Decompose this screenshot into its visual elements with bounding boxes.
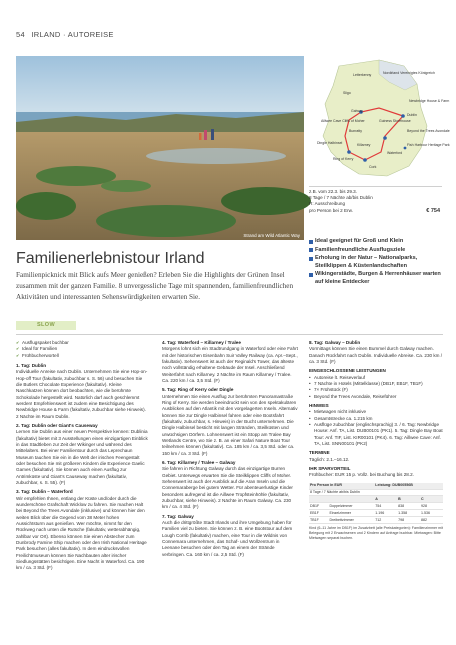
sparvorteil-text: Frühbucher: EUR 15 p. Vollz. bei Buchung bis 28.2. [309,472,414,478]
map-label: Galway [351,109,363,113]
table-note: Kind (6–11 Jahre im DB1F) im Zusatzbett (alle Preiskategorien): Familienzimmer mit Belegung mit 2 Erwachsenen und 2 Kindern auf Anfrage buchbar. Mietwagen: Bitte Mietwagen separat buchen. [309,526,443,540]
map-label: Aillwee Cave Cliffs of Moher [321,119,365,123]
price-dates: z.B. vom 22.3. bis 29.3. [309,189,358,194]
table-header-cell [328,496,374,503]
map-label: Dublin [407,113,417,117]
table-header-cell: A [374,496,397,503]
day-text: Auch die drittgrößte Stadt Irlands und ihre Umgebung haben für Familien viel zu bieten. Sie können z. B. eine Bootstour auf dem Lough Corrib (fakultativ) machen, eine Tour in die Wildnis von Connemara unternehmen, das Schaf- und Wollzentrum in Leenane besuchen oder den Tag an einem der Strände verbringen. Ca. 160 km / ca. 2,5 Std. (F) [162,519,293,557]
map-label: Cork [369,165,377,169]
hinweis-list [309,409,443,447]
map-label: Nordirland Vereinigtes Königreich [383,71,435,75]
table-header-cell: B [397,496,420,503]
table-header-cell [309,496,328,503]
map-label: Killarney [357,143,371,147]
included-item: • Beyond the Trees Avondale, Reiseführer [309,394,443,400]
table-cell: 754 [374,503,397,510]
page-header [16,30,114,39]
day-heading: 1. Tag: Dublin [16,362,47,368]
feature-item: Wikingerstädte, Burgen & Herrenhäuser warten auf kleine Entdecker [309,271,443,286]
table-cell: 1.196 [374,510,397,517]
hinweis-item: • Gesamtstrecke ca. 1.215 km [309,416,443,422]
slow-badge: SLOW [16,321,76,330]
page-title: Familienerlebnistour Irland [16,250,205,267]
day-heading: 6. Tag: Killarney / Tralee – Galway [162,459,236,465]
included-list [309,375,443,400]
map-label: Bunratty [349,129,363,133]
map-label: Guiness Storehouse [379,119,411,123]
day-heading: 5. Tag: Ring of Kerry oder Dingle [162,387,234,393]
day-heading: 2. Tag: Dublin oder Giant's Causeway [16,422,98,428]
table-cell: EB1F [309,510,328,517]
map-label: Dingle Halbinsel [317,141,343,145]
day-text: Individuelle Anreise nach Dublin. Unternehmen Sie eine Hop-on-Hop-off Tour (fakultativ, zubuchbar s. S. 56) und besuchen Sie die Butlers Chocolate Experience (fakultativ). Kleine Naschkatzen können dort beobachten, wie die berühmte Schokolade hergestellt wird. Natürlich darf auch geschlemmt werden! Empfehlenswert ist zudem eine Besichtigung des Newbridge House & Farm (fakultativ, zubuchbar siehe Hinweis). 2 Nächte im Raum Dublin. [16,369,148,419]
table-cell: TB1F [309,517,328,524]
table-row [309,517,443,524]
table-cell: Doppelzimmer [328,503,374,510]
feature-item: Familienfreundliche Ausflugsziele [309,247,443,255]
divider [16,334,443,335]
table-cell: DB1F [309,503,328,510]
table-row [309,510,443,517]
table-code: Leistung: DUB00556B [374,483,443,489]
day-text: Lernen Sie Dublin aus einer neuen Perspektive kennen: Dublinia (fakultativ) bietet mit 3 Ausstellungen einen einzigartigen Einblick in das Stadtleben zur Zeit der Wikinger und während des Mittelalters. Bei einer Familientour durch das Leprechaun Museum tauchen Sie ein in die Welt der irischen Feengestalt oder besuchen Sie mit größeren Kindern die Experience Gaelic Games (fakultativ). Sie können auch einen Ausflug zur Antrimküste und Giant's Causeway machen (fakultativ, zubuchbar, s. S. 55). (F) [16,429,148,485]
table-header-cell: C [420,496,443,503]
page-number: 54 [16,30,25,39]
day-heading: 8. Tag: Galway – Dublin [309,340,361,345]
table-cell: 798 [397,517,420,524]
hinweis-item: • Mietwagen nicht inklusive [309,409,443,415]
lead-text: Familienpicknick mit Blick aufs Meer genießen? Erleben Sie die Highlights der Grünen Insel zusammen mit der ganzen Familie. 8 unvergessliche Tage mit spannenden, familienfreundlichen Aktivitäten und interessanten Sehenswürdigkeiten erwarten Sie. [16,271,294,301]
included-item: • 7 Nächte in Hotels (Mittelklasse) (DB1F, EB1F, TB1F) [309,381,443,387]
table-cell: 882 [420,517,443,524]
included-item: • Autoreise lt. Reiseverlauf [309,375,443,381]
map-label: Sligo [343,91,351,95]
hinweis-item: • Ausflüge zubuchbar (englischsprachig) 3. / 6. Tag: Newbridge House: Anf. TA, List. DUB00101 (PK1). 5. Tag: Dingle Bay Boat Tour: Anf. TIF, List. KIR00101 (PK4). 6. Tag: Aillwee Cave: Anf. TA, List. SNN00101 (PK2) [309,422,443,447]
day-text: Wir empfehlen Ihnen, entlang der Küste und/oder durch die wunderschöne Grafschaft Wicklow zu fahren. Sie machen Halt bei Beyond the Trees Avondale (inklusive) und können hier den weiten Blick über die Gegend vom 38 Meter hohen Aussichtsturm aus genießen. Wer möchte, nimmt für den Rückweg nach unten die Rutsche (fakultativ, wetterabhängig, zahlbar vor Ort). Ebenso können Sie einen Abstecher zum Dunbrody Famine Ship machen oder den Irish National Heritage Park besuchen (alles fakultativ). In dem eindrucksvollen Freilichtmuseum können Sie Nachbauten alter irischer Siedlungsstätten besichtigen. Eine Nacht in Waterford. Ca. 190 km / ca. 3 Std. (F) [16,495,147,571]
sparvorteil-heading: IHR SPARVORTEIL [309,465,351,471]
price-table [309,483,443,525]
price-duration: 8 Tage / 7 Nächte ab/bis Dublin [309,195,373,201]
included-heading: EINGESCHLOSSENE LEISTUNGEN [309,368,386,374]
termine-heading: TERMINE [309,450,330,456]
day-heading: 3. Tag: Dublin – Waterford [16,489,73,495]
day-text: Sie fahren in Richtung Galway durch das einzigartige Burren Gebiet. Unterwegs erwarten Sie die Steilklippen Cliffs of Moher. Sehenswert ist auch der Ausblick auf die Aran Inseln und die Connemaraberge bei gutem Wetter. Für abenteuerlustige Kinder besonders aufregend ist die Aillwee Tropfsteinhöhle (fakultativ, zubuchbar, siehe Hinweis). 2 Nächte im Raum Galway. Ca. 230 km / ca. 4 Std. (F) [162,466,293,510]
day-text: Morgens lohnt sich ein Stadtrundgang in Waterford oder eine Fahrt mit der historischen Eisenbahn Suir Valley Railway (ca. Apr.–Sept., fakultativ). Sehenswert ist auch der Reginald's Tower, das älteste noch vollständig erhaltene Gebäude der Insel. Anschließend Weiterfahrt nach Killarney. 2 Nächte im Raum Killarney / Tralee. Ca. 220 km / ca. 3,5 Std. (F) [162,346,298,383]
feature-item: Erholung in der Natur – Nationalparks, Steilklippen & Küstenlandschaften [309,255,443,270]
table-row [309,503,443,510]
photo-caption: Strand am Wild Atlantic Way [243,233,300,238]
price-basis: pro Person bei 2 Erw. [309,207,353,213]
map-label: Newbridge House & Farm [409,99,450,103]
day-heading: 7. Tag: Galway [162,513,194,519]
map-label: Fish Harbour Heritage Park [407,143,450,147]
table-cell: 838 [397,503,420,510]
check-list [16,340,148,359]
feature-item: Ideal geeignet für Groß und Klein [309,238,443,246]
price-value: € 754 [426,207,440,214]
map-label: Ring of Kerry [333,157,354,161]
map-label: Beyond the Trees Avondale [407,129,450,133]
check-item: ✔ Frühbucherwortell [16,353,148,359]
beach-photo [16,56,304,240]
column-2 [162,340,298,561]
table-cell: 1.536 [420,510,443,517]
column-1 [16,340,148,574]
table-title: Pro Person in EUR [309,483,374,489]
price-box [309,186,442,214]
section-label: IRLAND · AUTOREISE [31,30,114,39]
map-label: Waterford [387,151,403,155]
table-subtitle: 8 Tage / 7 Nächte ab/bis Dublin [309,489,443,496]
check-item: ✔ Ausflugspaket buchbar [16,340,148,346]
hinweis-heading: HINWEIS [309,402,329,408]
included-item: • 7× Frühstück (F) [309,387,443,393]
table-cell: Dreibettzimmer [328,517,374,524]
column-3 [309,340,443,540]
table-cell: 1.358 [397,510,420,517]
route-map [309,56,450,184]
table-cell: 928 [420,503,443,510]
feature-list [309,238,443,287]
table-cell: 712 [374,517,397,524]
table-cell: Einzelzimmer [328,510,374,517]
day-text: Vormittags können Sie einen Bummel durch Galway machen. Danach Rückfahrt nach Dublin. Individuelle Abreise. Ca. 230 km / ca. 3 Std. (F) [309,346,443,364]
price-category: R: Ausschreibung [309,201,346,207]
map-label: Letterkenny [353,73,372,77]
check-item: ✔ Ideal für Familien [16,346,148,352]
day-text: Unternehmen Sie einen Ausflug zur berühmten Panoramastraße Ring of Kerry. Sie werden beeindruckt sein von den spektakulären Ausblicken auf den Atlantik mit den vorgelagerten Inseln. Alternativ können Sie zur Dingle Halbinsel fahren oder eine Bootsfahrt (fakultativ, zubuchbar, s. Hinweis) in der Bucht unternehmen. Die Dingle Halbinsel besticht mit langen Stränden, Steilküsten und urwüchsigen Dörfern. Lohnenswert ist ein Stopp am Tralee Bay Wetlands Centre, wo Sie z. B. an einer Safari Nature Boat Tour teilnehmen können (fakultativ). Ca. 185 km / ca. 3,5 Std. oder ca. 150 km / ca. 3 Std. (F) [162,393,298,456]
day-heading: 4. Tag: Waterford – Killarney / Tralee [162,340,241,345]
termine-text: Täglich: 2.1.–16.12. [309,456,350,462]
